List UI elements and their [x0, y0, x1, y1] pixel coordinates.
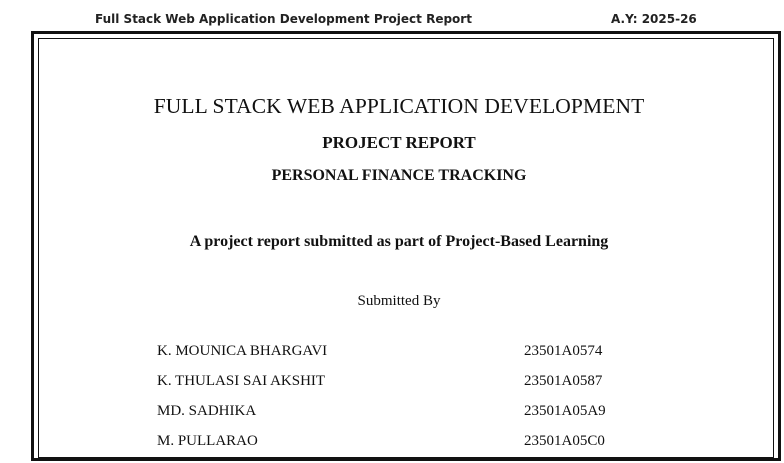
cover-submission-note: A project report submitted as part of Project-Based Learning	[189, 233, 609, 250]
member-roll-number: 23501A0587	[524, 373, 603, 389]
member-roll-number: 23501A0574	[524, 343, 603, 359]
member-row	[157, 373, 657, 403]
member-name: M. PULLARAO	[157, 433, 258, 449]
member-roll-number: 23501A05A9	[524, 403, 606, 419]
header-report-title: Full Stack Web Application Development Project Report	[95, 12, 472, 26]
member-row	[157, 403, 657, 433]
page-header	[0, 0, 784, 30]
cover-project-title: PERSONAL FINANCE TRACKING	[271, 167, 527, 184]
member-row	[157, 343, 657, 373]
cover-main-title: FULL STACK WEB APPLICATION DEVELOPMENT	[153, 94, 645, 118]
cover-subtitle: PROJECT REPORT	[322, 133, 476, 152]
member-name: MD. SADHIKA	[157, 403, 257, 419]
member-roll-number: 23501A05C0	[524, 433, 605, 449]
member-row	[157, 433, 657, 463]
header-academic-year: A.Y: 2025-26	[611, 12, 697, 26]
member-name: K. THULASI SAI AKSHIT	[157, 373, 326, 389]
member-name: K. MOUNICA BHARGAVI	[157, 343, 328, 359]
submitted-by-label: Submitted By	[357, 293, 441, 309]
member-list	[157, 343, 657, 463]
